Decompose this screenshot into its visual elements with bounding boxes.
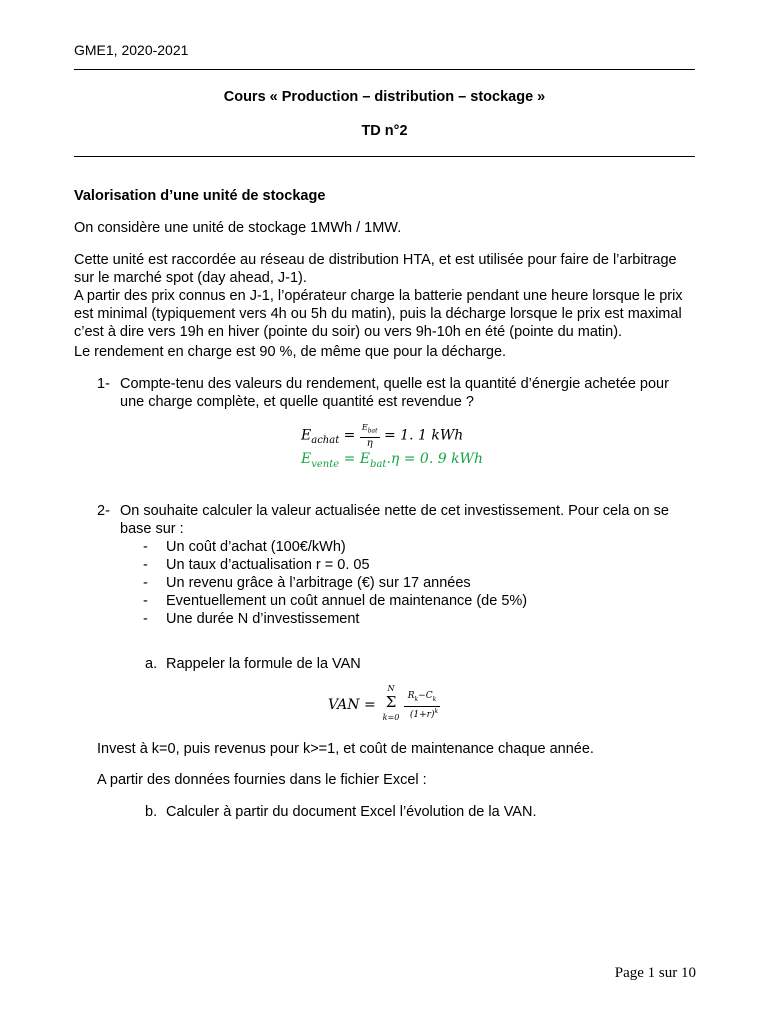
van-sum-sign: Σ (385, 693, 397, 711)
bullet-text: Un taux d’actualisation r = 0. 05 (166, 557, 370, 573)
page-header: GME1, 2020-2021 (74, 42, 189, 58)
bullet-dash: - (143, 539, 148, 555)
bullet-dash: - (143, 593, 148, 609)
eq1-lhs: E (301, 427, 312, 444)
bullet-dash: - (143, 611, 148, 627)
eq2-mid-sub: bat (370, 458, 387, 470)
title-rule (74, 156, 695, 157)
eq2-lhs-sub: vente (311, 458, 340, 470)
subq-a-text: Rappeler la formule de la VAN (166, 656, 361, 672)
paragraph-2a: Cette unité est raccordée au réseau de distribution HTA, et est utilisée pour faire de l’arbitrage sur le marché spot (day ahead, J-1). (74, 252, 677, 286)
q1-text: Compte-tenu des valeurs du rendement, quelle est la quantité d’énergie achetée pour une charge complète, et quelle quantité est revendue ? (120, 376, 669, 410)
eq2-mid: = E (343, 451, 371, 467)
equation-vente (301, 451, 483, 470)
page-footer: Page 1 sur 10 (614, 965, 696, 981)
q1-number: 1- (97, 376, 110, 392)
van-num-r: R (407, 691, 415, 701)
invest-note: Invest à k=0, puis revenus pour k>=1, et coût de maintenance chaque année. (97, 741, 594, 757)
van-num-sub2: k (432, 695, 437, 703)
paragraph-3: Le rendement en charge est 90 %, de même que pour la décharge. (74, 344, 507, 360)
subq-b-text: Calculer à partir du document Excel l’évolution de la VAN. (166, 804, 537, 820)
eq1-lhs-sub: achat (311, 435, 340, 447)
equation-achat: $E_{achat}$ = $\frac{E_{bat}}{\eta}$ = 1. 1 kWh (301, 423, 464, 449)
subq-b-label: b. (145, 804, 158, 820)
header-rule (74, 69, 695, 70)
van-lhs: VAN = (328, 697, 376, 713)
excel-note: A partir des données fournies dans le fichier Excel : (97, 772, 427, 788)
section-heading: Valorisation d’une unité de stockage (74, 188, 326, 204)
bullet-text: Un coût d’achat (100€/kWh) (166, 539, 346, 555)
bullet-text: Un revenu grâce à l’arbitrage (€) sur 17 années (166, 575, 471, 591)
eq1-num: E (361, 423, 368, 432)
eq1-num-sub: bat (367, 427, 378, 435)
eq2-rhs: .η = 0. 9 kWh (386, 451, 483, 467)
bullet-text: Une durée N d’investissement (166, 611, 360, 627)
van-num-sub1: k (414, 695, 419, 703)
van-denominator (404, 706, 444, 721)
subq-a-label: a. (145, 656, 158, 672)
van-num-c: −C (418, 691, 433, 701)
paragraph-2b: A partir des prix connus en J-1, l’opérateur charge la batterie pendant une heure lorsque le prix est minimal (typiquement vers 4h ou 5h du matin), puis la décharge lorsque le prix est maximal c’est à dire vers 19h en hiver (pointe du soir) ou vers 9h-10h en été (pointe du matin). (74, 288, 683, 340)
bullet-dash: - (143, 575, 148, 591)
eq2-lhs: E (301, 451, 312, 467)
bullet-dash: - (143, 557, 148, 573)
paragraph-1: On considère une unité de stockage 1MWh / 1MW. (74, 220, 402, 236)
van-den-base: (1+r) (409, 710, 435, 720)
van-den-sup: k (434, 708, 439, 715)
td-title: TD n°2 (361, 123, 408, 139)
eq1-den: η (366, 437, 373, 449)
eq1-rhs: = 1. 1 kWh (384, 427, 464, 444)
bullet-text: Eventuellement un coût annuel de maintenance (de 5%) (166, 593, 528, 609)
eq1-fraction (360, 422, 380, 449)
course-title: Cours « Production – distribution – stockage » (223, 89, 546, 105)
van-sum-lower: k=0 (382, 713, 400, 722)
q2-number: 2- (97, 503, 110, 519)
q2-text: On souhaite calculer la valeur actualisée nette de cet investissement. Pour cela on se base sur : (120, 503, 669, 537)
van-sum-upper: N (387, 684, 395, 693)
van-numerator (404, 690, 440, 707)
